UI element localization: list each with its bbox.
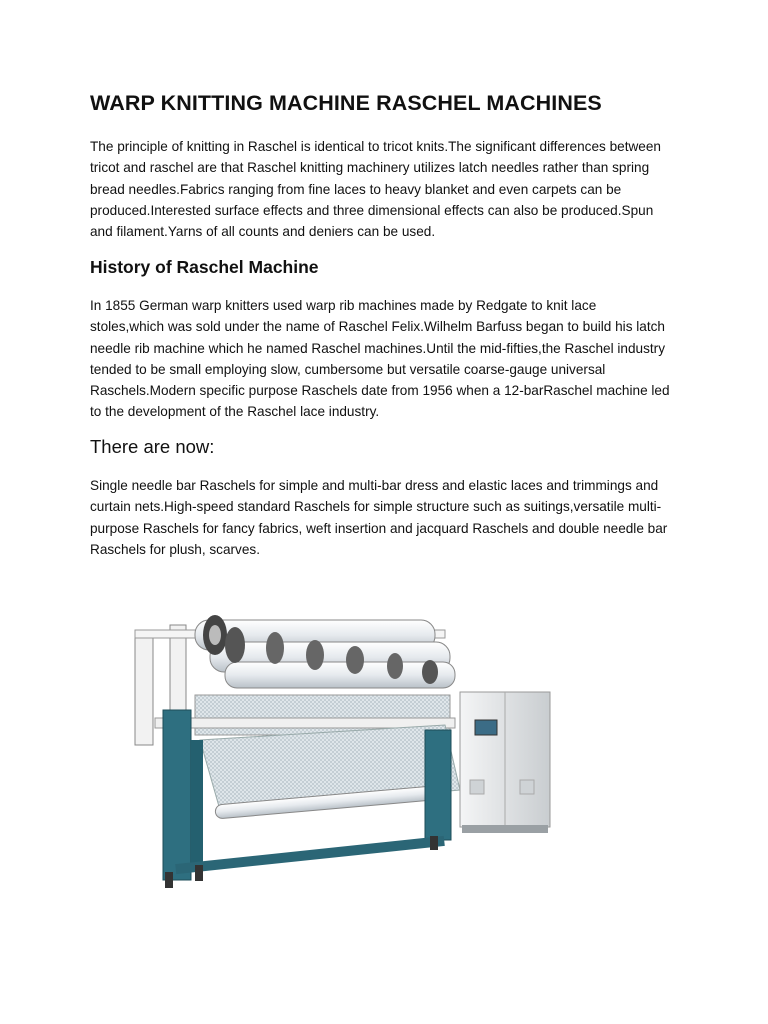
text-line: tricot and raschel are that Raschel knitting machinery utilizes latch needles rather than spring — [90, 160, 650, 176]
text-line: Raschels for plush, scarves. — [90, 541, 260, 557]
left-frame-post — [135, 635, 153, 745]
text-line: In 1855 German warp knitters used warp rib machines made by Redgate to knit lace — [90, 298, 597, 313]
history-paragraph — [90, 295, 690, 423]
text-line: purpose Raschels for fancy fabrics, weft insertion and jacquard Raschels and double needle bar — [90, 520, 668, 536]
text-line: and filament.Yarns of all counts and deniers can be used. — [90, 224, 436, 240]
text-line: bread needles.Fabrics ranging from fine laces to heavy blanket and even carpets can be — [90, 181, 622, 197]
text-line: stoles,which was sold under the name of Raschel Felix.Wilhelm Barfuss began to build his latch — [90, 319, 665, 335]
text-line: The principle of knitting in Raschel is identical to tricot knits.The significant differences between — [90, 139, 661, 154]
now-heading: There are now: — [90, 436, 215, 457]
history-heading: History of Raschel Machine — [90, 257, 319, 277]
text-line: to the development of the Raschel lace industry. — [90, 404, 380, 420]
machine-bed-rail — [155, 718, 455, 728]
warp-beams — [195, 615, 455, 688]
page-title: WARP KNITTING MACHINE RASCHEL MACHINES — [90, 91, 602, 115]
text-line: Single needle bar Raschels for simple and multi-bar dress and elastic laces and trimmings and — [90, 478, 659, 493]
text-line: needle rib machine which he named Raschel machines.Until the mid-fifties,the Raschel industry — [90, 340, 665, 356]
control-cabinet — [460, 692, 550, 833]
text-line: produced.Interested surface effects and three dimensional effects can also be produced.Spun — [90, 202, 654, 218]
raschel-machine-image — [125, 600, 565, 895]
text-line: Raschels.Modern specific purpose Raschels date from 1956 when a 12-barRaschel machine led — [90, 383, 670, 399]
text-line: tended to be small employing slow, cumbersome but versatile coarse-gauge universal — [90, 361, 606, 377]
intro-paragraph — [90, 136, 690, 242]
now-paragraph — [90, 475, 690, 560]
text-line: curtain nets.High-speed standard Raschels for simple structure such as suitings,versatile multi- — [90, 499, 662, 515]
